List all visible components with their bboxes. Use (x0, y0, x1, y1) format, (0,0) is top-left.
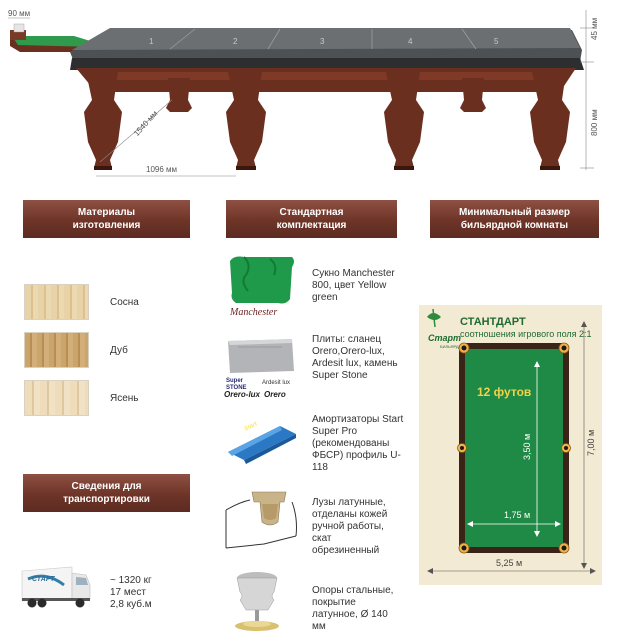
truck-image (20, 565, 92, 609)
room-title: СТАНТДАРТ (460, 316, 526, 328)
slate-description: Плиты: сланец Orero,Orero-lux, Ardesit lux, камень Super Stone (312, 334, 398, 381)
standard-header-text: Стандартная комплектация (276, 207, 347, 231)
pocket-description: Лузы латунные, отделаны кожей ручной работы, скат обрезиненный (312, 497, 388, 556)
room-length-label: 7,00 м (586, 429, 596, 456)
pocket-image (222, 488, 302, 560)
ash-swatch (24, 380, 89, 416)
cushion-image (224, 420, 300, 464)
room-header (430, 200, 599, 238)
leg-depth-label: 1540 мм (132, 108, 160, 139)
room-width-label: 5,25 м (496, 558, 523, 568)
plate-number-3: 3 (320, 37, 325, 46)
room-brand: Старт (428, 333, 462, 343)
plate-number-1: 1 (149, 37, 154, 46)
cloth-description: Сукно Manchester 800, цвет Yellow green (312, 268, 395, 303)
orero-lux-logo: Orero-lux (224, 390, 261, 399)
rail-width-label: 90 мм (8, 9, 31, 18)
cloth-width-label: 1,75 м (504, 510, 531, 520)
slate-image (226, 337, 296, 377)
transport-weight: ~ 1320 кг (110, 575, 152, 586)
room-brand-sub: БИЛЬЯРД (440, 344, 459, 349)
rail-height-label: 45 мм (590, 17, 599, 40)
cushion-logo: Start (243, 421, 259, 433)
plate-number-4: 4 (408, 37, 413, 46)
transport-places: 17 мест (110, 587, 146, 598)
material-label-oak: Дуб (110, 345, 128, 356)
material-label-ash: Ясень (110, 393, 139, 404)
table-drawing (0, 0, 617, 195)
room-header-text: Минимальный размер бильярдной комнаты (458, 207, 571, 231)
oak-swatch (24, 332, 89, 368)
manchester-logo: Manchester (230, 307, 278, 318)
materials-header-text: Материалы изготовления (72, 207, 141, 231)
foot-image (228, 568, 286, 634)
material-label-pine: Сосна (110, 297, 139, 308)
transport-volume: 2,8 куб.м (110, 599, 152, 610)
foot-description: Опоры стальные, покрытие латунное, Ø 140 мм (312, 585, 394, 632)
leg-span-label: 1096 мм (146, 165, 178, 174)
pine-swatch (24, 284, 89, 320)
plate-number-2: 2 (233, 37, 238, 46)
table-size-label: 12 футов (477, 385, 532, 399)
table-height-label: 800 мм (590, 109, 599, 136)
standard-header (226, 200, 397, 238)
superstone-logo: Super STONE (226, 378, 247, 391)
billiard-table-illustration (0, 0, 617, 195)
transport-header (23, 474, 190, 512)
orero-logo: Orero (264, 390, 286, 399)
truck-logo: СТАРТ (32, 576, 55, 583)
materials-header (23, 200, 190, 238)
cloth-length-label: 3,50 м (522, 433, 532, 460)
transport-header-text: Сведения для транспортировки (63, 481, 150, 505)
room-subtitle: соотношения игрового поля 2:1 (460, 329, 592, 339)
cushion-description: Амортизаторы Start Super Pro (рекомендованы ФБСР) профиль U-118 (312, 414, 404, 473)
plate-number-5: 5 (494, 37, 499, 46)
ardesit-logo: Ardesit lux (262, 380, 291, 386)
